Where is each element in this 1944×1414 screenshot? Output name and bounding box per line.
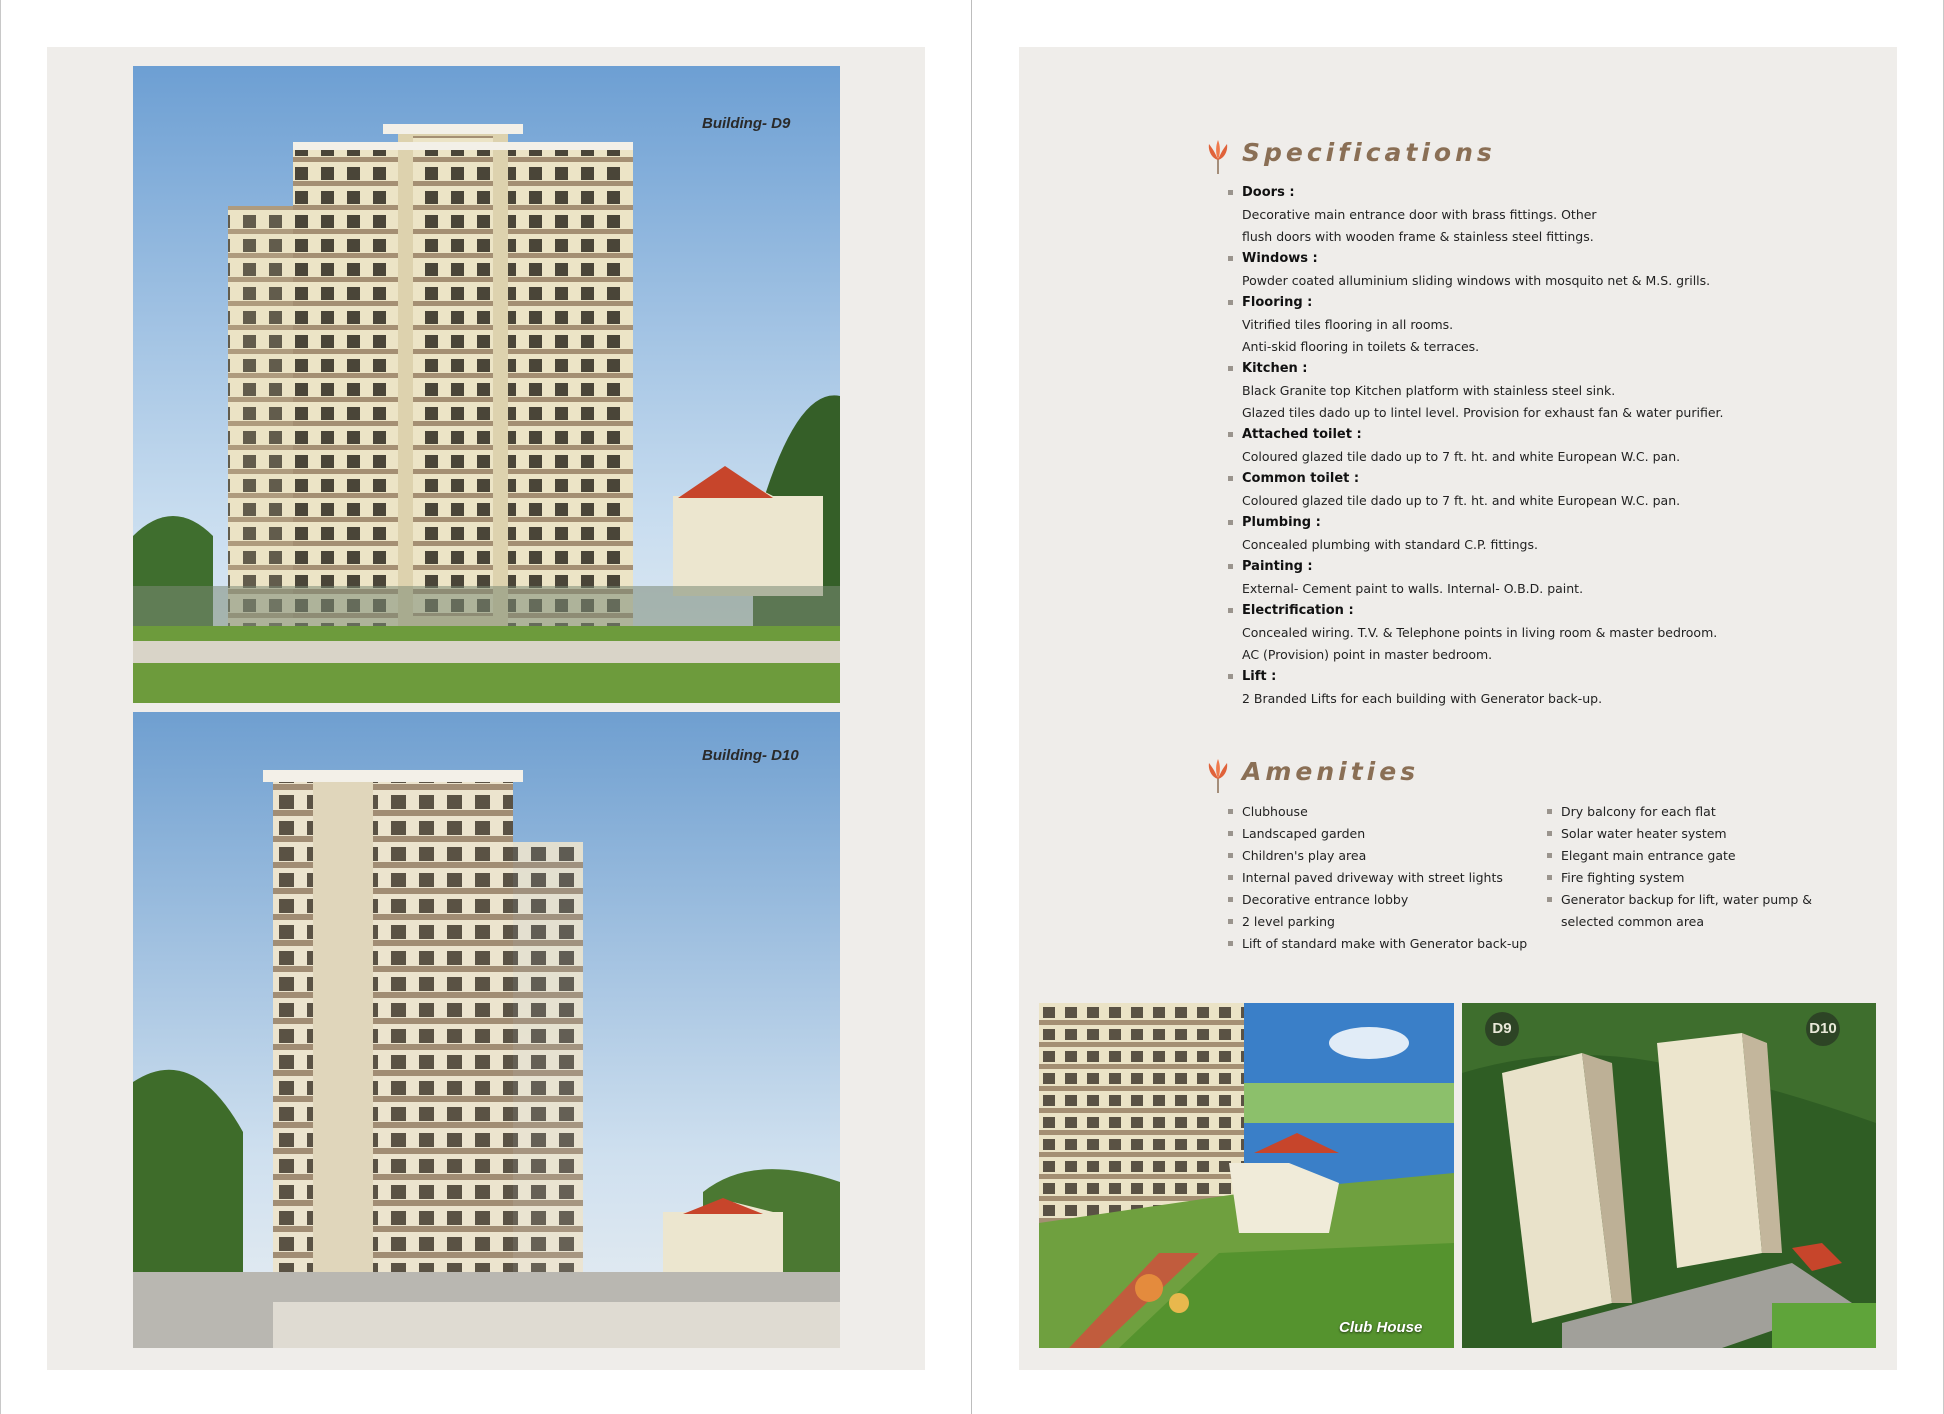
bullet bbox=[1228, 300, 1233, 305]
bullet bbox=[1228, 875, 1233, 880]
spec-heading: Plumbing : bbox=[1242, 515, 1321, 530]
amenity-label: Lift of standard make with Generator back-up bbox=[1242, 936, 1528, 951]
amenity-label: Solar water heater system bbox=[1561, 826, 1727, 841]
spec-text: 2 Branded Lifts for each building with Generator back-up. bbox=[1242, 691, 1603, 706]
spec-item-doors bbox=[1242, 182, 1802, 248]
amenities-list-left bbox=[1242, 801, 1542, 955]
spec-text: Concealed wiring. T.V. & Telephone points in living room & master bedroom. bbox=[1242, 625, 1718, 640]
amenity-label: Landscaped garden bbox=[1242, 826, 1366, 841]
bullet bbox=[1228, 941, 1233, 946]
flower-icon bbox=[1203, 759, 1233, 793]
bullet bbox=[1228, 674, 1233, 679]
bullet bbox=[1228, 608, 1233, 613]
spec-text: External- Cement paint to walls. Internal- O.B.D. paint. bbox=[1242, 581, 1584, 596]
amenity-item bbox=[1242, 889, 1542, 911]
spec-item-attached-toilet bbox=[1242, 424, 1802, 468]
amenity-item bbox=[1242, 867, 1542, 889]
spec-text: Powder coated alluminium sliding windows with mosquito net & M.S. grills. bbox=[1242, 273, 1711, 288]
spec-heading: Electrification : bbox=[1242, 603, 1354, 618]
bullet bbox=[1228, 564, 1233, 569]
spec-item-flooring bbox=[1242, 292, 1802, 358]
bullet bbox=[1228, 919, 1233, 924]
amenity-item bbox=[1242, 845, 1542, 867]
spec-item-plumbing bbox=[1242, 512, 1802, 556]
amenities-heading: Amenities bbox=[1242, 757, 1420, 786]
spec-heading: Attached toilet : bbox=[1242, 427, 1362, 442]
page-left-edge bbox=[0, 0, 1, 1414]
spec-heading: Windows : bbox=[1242, 251, 1318, 266]
bullet bbox=[1547, 897, 1552, 902]
spec-text: Vitrified tiles flooring in all rooms. bbox=[1242, 317, 1454, 332]
spec-item-electrification bbox=[1242, 600, 1802, 666]
amenity-label: selected common area bbox=[1561, 914, 1705, 929]
amenity-item bbox=[1561, 867, 1841, 889]
amenity-item bbox=[1242, 823, 1542, 845]
club-house-caption: Club House bbox=[1339, 1319, 1423, 1336]
spec-text: Glazed tiles dado up to lintel level. Provision for exhaust fan & water purifier. bbox=[1242, 405, 1724, 420]
spec-item-painting bbox=[1242, 556, 1802, 600]
amenity-label: Internal paved driveway with street lights bbox=[1242, 870, 1503, 885]
spec-item-windows bbox=[1242, 248, 1802, 292]
amenity-item bbox=[1561, 889, 1841, 911]
building-d10-render bbox=[133, 712, 840, 1348]
bullet bbox=[1547, 875, 1552, 880]
bullet bbox=[1228, 476, 1233, 481]
amenity-item-continuation bbox=[1561, 911, 1841, 933]
amenity-item bbox=[1242, 911, 1542, 933]
page-gutter bbox=[971, 0, 972, 1414]
specifications-heading: Specifications bbox=[1242, 138, 1496, 167]
badge-d9: D9 bbox=[1485, 1012, 1519, 1046]
club-house-photo bbox=[1039, 1003, 1454, 1348]
amenity-item bbox=[1242, 801, 1542, 823]
amenity-item bbox=[1561, 845, 1841, 867]
bullet bbox=[1228, 366, 1233, 371]
spec-text: Black Granite top Kitchen platform with stainless steel sink. bbox=[1242, 383, 1616, 398]
building-d9-render bbox=[133, 66, 840, 703]
bullet bbox=[1547, 853, 1552, 858]
amenity-label: Fire fighting system bbox=[1561, 870, 1685, 885]
spec-text: Coloured glazed tile dado up to 7 ft. ht. and white European W.C. pan. bbox=[1242, 493, 1681, 508]
amenities-list-right bbox=[1561, 801, 1841, 933]
bullet bbox=[1547, 809, 1552, 814]
spec-item-common-toilet bbox=[1242, 468, 1802, 512]
aerial-site-photo bbox=[1462, 1003, 1876, 1348]
spec-heading: Doors : bbox=[1242, 185, 1295, 200]
amenity-item bbox=[1561, 801, 1841, 823]
bullet bbox=[1547, 831, 1552, 836]
amenity-item bbox=[1242, 933, 1542, 955]
building-d9-caption: Building- D9 bbox=[702, 115, 791, 132]
bullet bbox=[1228, 520, 1233, 525]
spec-heading: Flooring : bbox=[1242, 295, 1313, 310]
amenity-item bbox=[1561, 823, 1841, 845]
flower-icon bbox=[1203, 140, 1233, 174]
spec-heading: Kitchen : bbox=[1242, 361, 1308, 376]
spec-text: Anti-skid flooring in toilets & terraces. bbox=[1242, 339, 1480, 354]
spec-text: Decorative main entrance door with brass fittings. Other bbox=[1242, 207, 1597, 222]
spec-heading: Common toilet : bbox=[1242, 471, 1360, 486]
spec-text: Concealed plumbing with standard C.P. fittings. bbox=[1242, 537, 1538, 552]
spec-text: Coloured glazed tile dado up to 7 ft. ht. and white European W.C. pan. bbox=[1242, 449, 1681, 464]
spec-item-kitchen bbox=[1242, 358, 1802, 424]
building-d10-caption: Building- D10 bbox=[702, 747, 799, 764]
bullet bbox=[1228, 256, 1233, 261]
amenity-label: Decorative entrance lobby bbox=[1242, 892, 1409, 907]
spec-heading: Lift : bbox=[1242, 669, 1277, 684]
amenity-label: Clubhouse bbox=[1242, 804, 1308, 819]
bullet bbox=[1228, 831, 1233, 836]
bullet bbox=[1228, 897, 1233, 902]
bullet bbox=[1228, 190, 1233, 195]
bullet bbox=[1228, 809, 1233, 814]
amenity-label: Children's play area bbox=[1242, 848, 1367, 863]
spec-text: AC (Provision) point in master bedroom. bbox=[1242, 647, 1493, 662]
badge-d10: D10 bbox=[1806, 1012, 1840, 1046]
bullet bbox=[1228, 853, 1233, 858]
spec-text: flush doors with wooden frame & stainless steel fittings. bbox=[1242, 229, 1594, 244]
amenity-label: Dry balcony for each flat bbox=[1561, 804, 1716, 819]
bullet bbox=[1228, 432, 1233, 437]
amenity-label: Elegant main entrance gate bbox=[1561, 848, 1736, 863]
specifications-list bbox=[1242, 182, 1802, 710]
amenity-label: 2 level parking bbox=[1242, 914, 1335, 929]
spec-heading: Painting : bbox=[1242, 559, 1313, 574]
spec-item-lift bbox=[1242, 666, 1802, 710]
amenity-label: Generator backup for lift, water pump & bbox=[1561, 892, 1813, 907]
